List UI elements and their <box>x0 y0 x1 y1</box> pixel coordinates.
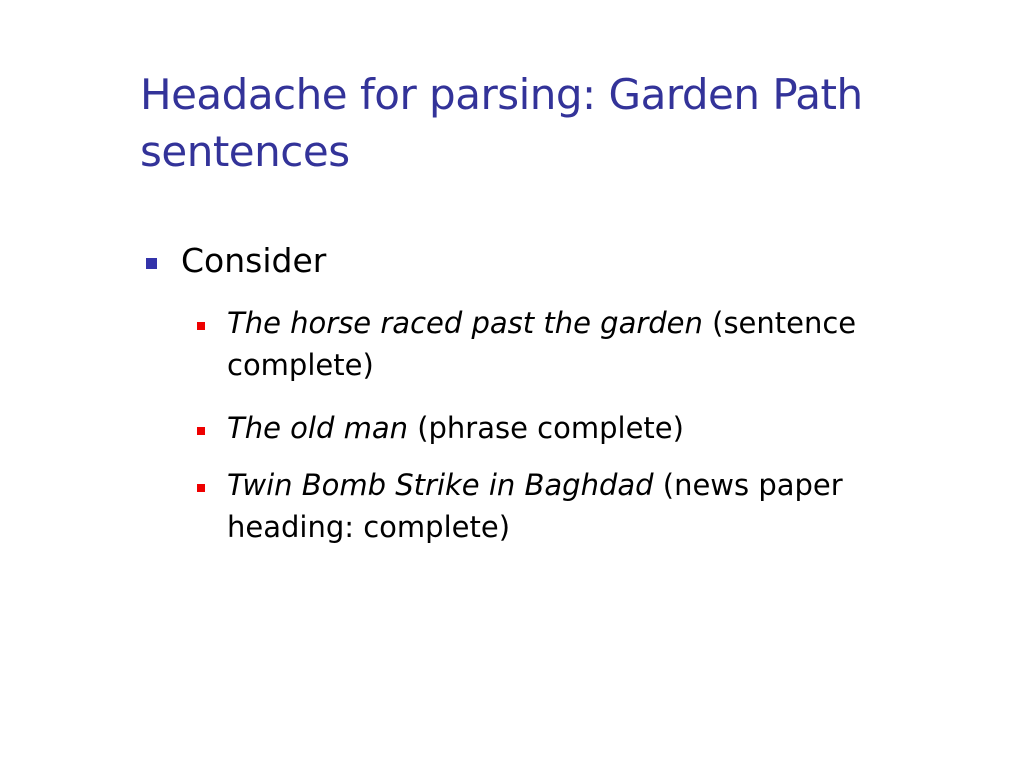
square-bullet-icon <box>197 427 205 435</box>
square-bullet-icon <box>146 258 157 269</box>
slide-title <box>140 66 1000 180</box>
example-phrase: The old man <box>227 411 408 445</box>
title-line-1: Headache for parsing: Garden Path <box>140 70 863 119</box>
sub-bullet-text <box>227 407 997 449</box>
square-bullet-icon <box>197 484 205 492</box>
example-phrase: Twin Bomb Strike in Baghdad <box>227 468 654 502</box>
annotation: (sentence <box>712 306 857 340</box>
annotation-continuation: heading: complete) <box>227 510 511 544</box>
annotation-continuation: complete) <box>227 348 374 382</box>
title-line-2: sentences <box>140 127 350 176</box>
annotation: (phrase complete) <box>417 411 684 445</box>
sub-bullet-text <box>227 302 997 386</box>
bullet-text: Consider <box>181 241 327 280</box>
sub-bullet-text <box>227 464 997 548</box>
square-bullet-icon <box>197 322 205 330</box>
annotation: (news paper <box>662 468 843 502</box>
example-phrase: The horse raced past the garden <box>227 306 703 340</box>
